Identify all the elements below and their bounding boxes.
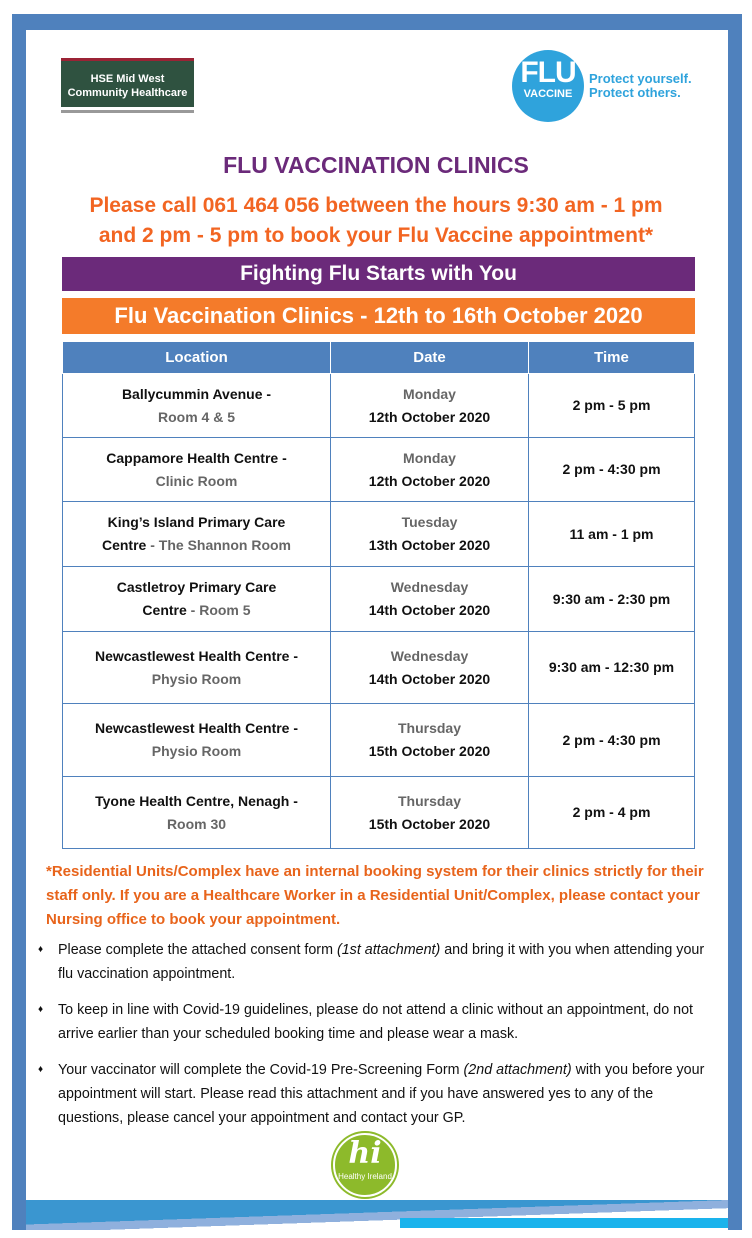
residential-note: *Residential Units/Complex have an internal booking system for their clinics strictly for their staff only. If you are a Healthcare Worker in a Residential Unit/Complex, please contact your Nursing office to book your appointment. xyxy=(46,863,704,928)
table-row xyxy=(63,632,695,704)
time-cell: 11 am - 1 pm xyxy=(529,502,695,567)
date: 12th October 2020 xyxy=(368,408,491,425)
tagline-line: Protect others. xyxy=(589,85,681,100)
time-cell: 2 pm - 4:30 pm xyxy=(529,704,695,777)
clinic-dates-banner: Flu Vaccination Clinics - 12th to 16th October 2020 xyxy=(62,298,695,334)
slogan-banner: Fighting Flu Starts with You xyxy=(62,257,695,291)
text: with you before your appointment will start. Please read this attachment and if you have answered yes to any of the questions, please cancel your appointment and contact your GP. xyxy=(58,1062,705,1126)
location-cell xyxy=(63,567,331,632)
location-text: Centre xyxy=(101,537,147,553)
location-room: Physio Room xyxy=(151,670,242,687)
day: Wednesday xyxy=(390,647,469,664)
healthy-ireland-logo xyxy=(333,1133,397,1197)
day: Tuesday xyxy=(401,514,458,530)
date-cell xyxy=(331,438,529,502)
location-cell xyxy=(63,438,331,502)
location-text: Tyone Health Centre, Nenagh - xyxy=(95,792,298,809)
date: 15th October 2020 xyxy=(368,743,491,759)
text: and bring it with you when attending your flu vaccination appointment. xyxy=(58,942,705,982)
footer-wave-accent xyxy=(400,1218,728,1228)
instruction-item xyxy=(38,1058,708,1130)
location-text: Newcastlewest Health Centre - xyxy=(94,647,299,664)
table-row xyxy=(63,374,695,438)
column-header: Date xyxy=(331,342,529,374)
day: Wednesday xyxy=(390,579,469,595)
location-room: - Room 5 xyxy=(186,602,251,618)
day: Monday xyxy=(403,449,456,466)
date-cell xyxy=(331,502,529,567)
page-title: FLU VACCINATION CLINICS xyxy=(223,152,529,178)
location-text: King’s Island Primary Care xyxy=(107,514,286,530)
instructions-list xyxy=(38,938,708,1142)
date: 13th October 2020 xyxy=(368,537,491,553)
instruction-item xyxy=(38,938,708,986)
date: 12th October 2020 xyxy=(368,472,491,489)
text: Please complete the attached consent form xyxy=(58,942,337,958)
date-cell xyxy=(331,704,529,777)
flu-logo-subtext: VACCINE xyxy=(523,88,573,100)
time-cell: 9:30 am - 2:30 pm xyxy=(529,567,695,632)
location-text: Cappamore Health Centre - xyxy=(106,449,287,466)
location-cell xyxy=(63,502,331,567)
instruction-item xyxy=(38,998,708,1046)
column-header: Location xyxy=(63,342,331,374)
booking-line: Please call 061 464 056 between the hours 9:30 am - 1 pm xyxy=(89,194,663,217)
time-cell: 2 pm - 4:30 pm xyxy=(529,438,695,502)
date: 14th October 2020 xyxy=(368,602,491,618)
time-cell: 2 pm - 5 pm xyxy=(529,374,695,438)
date-cell xyxy=(331,567,529,632)
flu-vaccine-logo xyxy=(512,50,584,122)
location-text: Ballycummin Avenue - xyxy=(121,385,272,402)
location-room: - The Shannon Room xyxy=(146,537,291,553)
table-row xyxy=(63,502,695,567)
location-room: Room 4 & 5 xyxy=(157,408,235,425)
booking-instructions xyxy=(0,191,752,251)
tagline-line: Protect yourself. xyxy=(589,71,692,86)
table-row xyxy=(63,704,695,777)
day: Thursday xyxy=(397,792,461,809)
flu-logo-text: FLU xyxy=(520,56,576,89)
date: 14th October 2020 xyxy=(368,670,491,687)
clinics-table xyxy=(62,341,695,849)
date-cell xyxy=(331,777,529,849)
location-cell xyxy=(63,704,331,777)
day: Thursday xyxy=(397,720,461,736)
text: Your vaccinator will complete the Covid-19 Pre-Screening Form xyxy=(58,1062,464,1078)
hse-logo-line: Community Healthcare xyxy=(67,87,188,99)
day: Monday xyxy=(403,385,456,402)
location-room: Clinic Room xyxy=(155,472,238,489)
location-cell xyxy=(63,777,331,849)
location-room: Room 30 xyxy=(166,815,227,832)
time-cell: 9:30 am - 12:30 pm xyxy=(529,632,695,704)
attachment-ref: (1st attachment) xyxy=(336,942,441,958)
table-row xyxy=(63,438,695,502)
location-text: Newcastlewest Health Centre - xyxy=(94,720,299,736)
time-cell: 2 pm - 4 pm xyxy=(529,777,695,849)
attachment-ref: (2nd attachment) xyxy=(463,1062,572,1078)
hi-logo-subtext: Healthy Ireland xyxy=(338,1172,392,1181)
location-text: Castletroy Primary Care xyxy=(116,579,277,595)
hse-logo-line: HSE Mid West xyxy=(90,73,165,85)
hi-logo-text: hi xyxy=(348,1136,382,1171)
location-cell xyxy=(63,632,331,704)
table-row xyxy=(63,567,695,632)
location-cell xyxy=(63,374,331,438)
booking-line: and 2 pm - 5 pm to book your Flu Vaccine appointment* xyxy=(98,224,654,247)
date-cell xyxy=(331,632,529,704)
table-row xyxy=(63,777,695,849)
hse-logo xyxy=(61,58,194,116)
flu-tagline xyxy=(589,72,692,100)
column-header: Time xyxy=(529,342,695,374)
text: To keep in line with Covid-19 guidelines, please do not attend a clinic without an appointment, do not arrive earlier than your scheduled booking time and please wear a mask. xyxy=(58,1002,694,1042)
date: 15th October 2020 xyxy=(368,815,491,832)
date-cell xyxy=(331,374,529,438)
location-text: Centre xyxy=(142,602,187,618)
location-room: Physio Room xyxy=(151,743,242,759)
